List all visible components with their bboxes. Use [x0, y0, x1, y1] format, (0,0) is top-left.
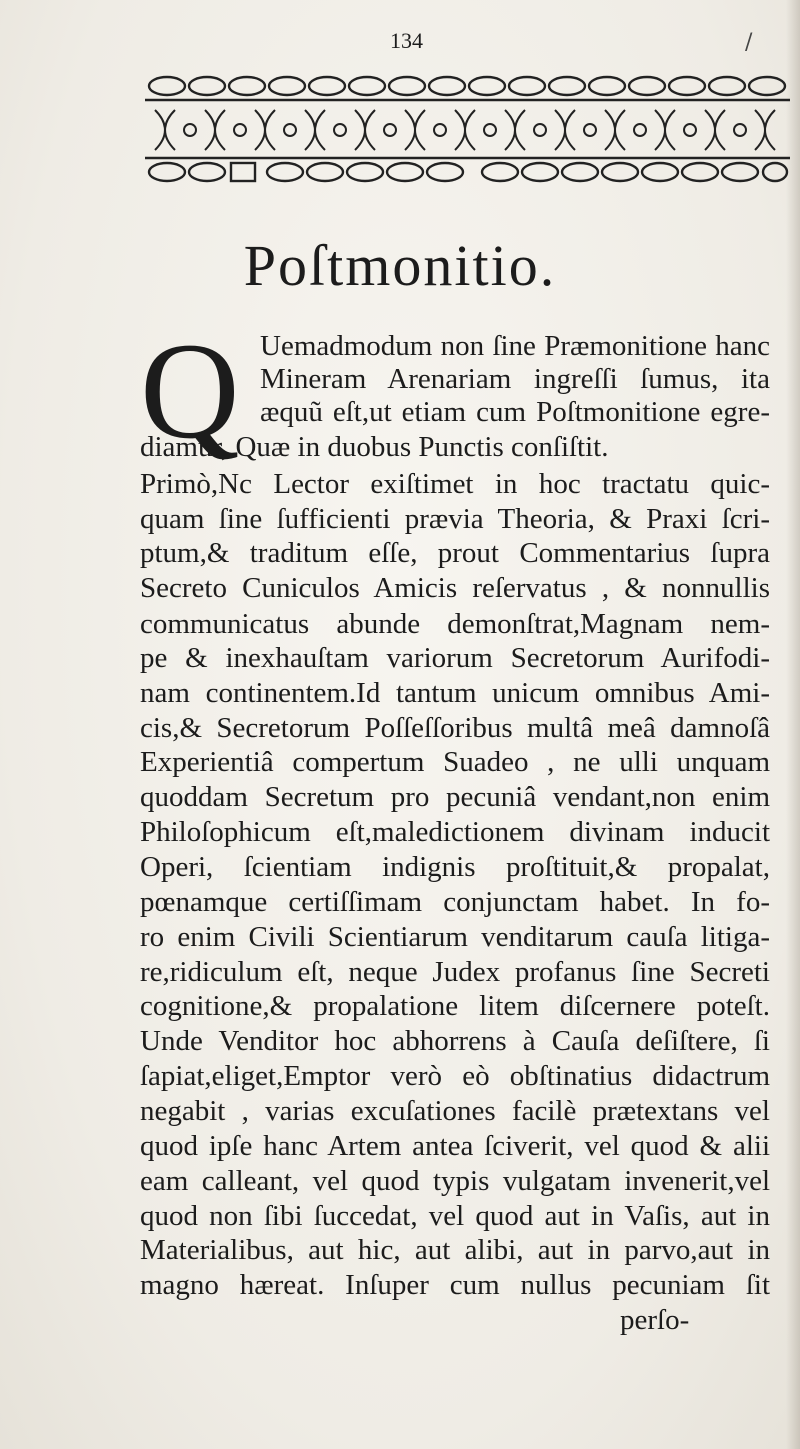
text-line: nam continentem.Id tantum unicum omnibus Ami- — [140, 677, 770, 709]
text-line: Secreto Cuniculos Amicis reſervatus , & nonnullis — [140, 572, 770, 604]
text-line: quoddam Secretum pro pecuniâ vendant,non enim — [140, 781, 770, 813]
page-number: 134 — [390, 28, 423, 53]
page-edge-shadow — [786, 0, 800, 1449]
ornamental-headpiece — [145, 72, 790, 187]
text-line: Philoſophicum eſt,maledictionem divinam inducit — [140, 816, 770, 848]
text-line: eam calleant, vel quod typis vulgatam invenerit,vel — [140, 1165, 770, 1197]
text-line: ptum,& traditum eſſe, prout Commentarius ſupra — [140, 537, 770, 569]
text-line: pœnamque certiſſimam conjunctam habet. In fo- — [140, 886, 770, 918]
text-line: quod non ſibi ſuccedat, vel quod aut in Vaſis, aut in — [140, 1200, 770, 1232]
text-line: ro enim Civili Scientiarum venditarum cauſa litiga- — [140, 921, 770, 953]
text-line: quod ipſe hanc Artem antea ſciverit, vel quod & alii — [140, 1130, 770, 1162]
text-line: quam ſine ſufficienti prævia Theoria, & Praxi ſcri- — [140, 503, 770, 535]
catchword: perſo- — [620, 1304, 690, 1336]
text-line: Operi, ſcientiam indignis proſtituit,& propalat, — [140, 851, 770, 883]
drop-cap: Q — [140, 314, 240, 467]
text-line: Primò,Nc Lector exiſtimet in hoc tractatu quic- — [140, 468, 770, 500]
text-line: communicatus abunde demonſtrat,Magnam nem- — [140, 608, 770, 640]
text-line: Mineram Arenariam ingreſſi ſumus, ita — [260, 363, 770, 395]
text-line: Uemadmodum non ſine Præmonitione hanc — [260, 330, 770, 362]
text-line: Experientiâ compertum Suadeo , ne ulli unquam — [140, 746, 770, 778]
text-line: pe & inexhauſtam variorum Secretorum Aurifodi- — [140, 642, 770, 674]
section-title: Poſtmonitio. — [243, 233, 557, 298]
text-line: magno hæreat. Inſuper cum nullus pecuniam ſit — [140, 1269, 770, 1301]
text-line: diamur, Quæ in duobus Punctis conſiſtit. — [140, 431, 609, 463]
text-line: ſapiat,eliget,Emptor verò eò obſtinatius didactrum — [140, 1060, 770, 1092]
text-line: re,ridiculum eſt, neque Judex profanus ſine Secreti — [140, 956, 770, 988]
corner-mark: / — [745, 30, 753, 55]
text-line: Unde Venditor hoc abhorrens à Cauſa deſiſtere, ſi — [140, 1025, 770, 1057]
text-line: Materialibus, aut hic, aut alibi, aut in parvo,aut in — [140, 1234, 770, 1266]
text-line: cis,& Secretorum Poſſeſſoribus multâ meâ damnoſâ — [140, 712, 770, 744]
text-line: æquũ eſt,ut etiam cum Poſtmonitione egre- — [260, 396, 770, 428]
text-line: negabit , varias excuſationes facilè prætextans vel — [140, 1095, 770, 1127]
text-line: cognitione,& propalatione litem diſcernere poteſt. — [140, 990, 770, 1022]
